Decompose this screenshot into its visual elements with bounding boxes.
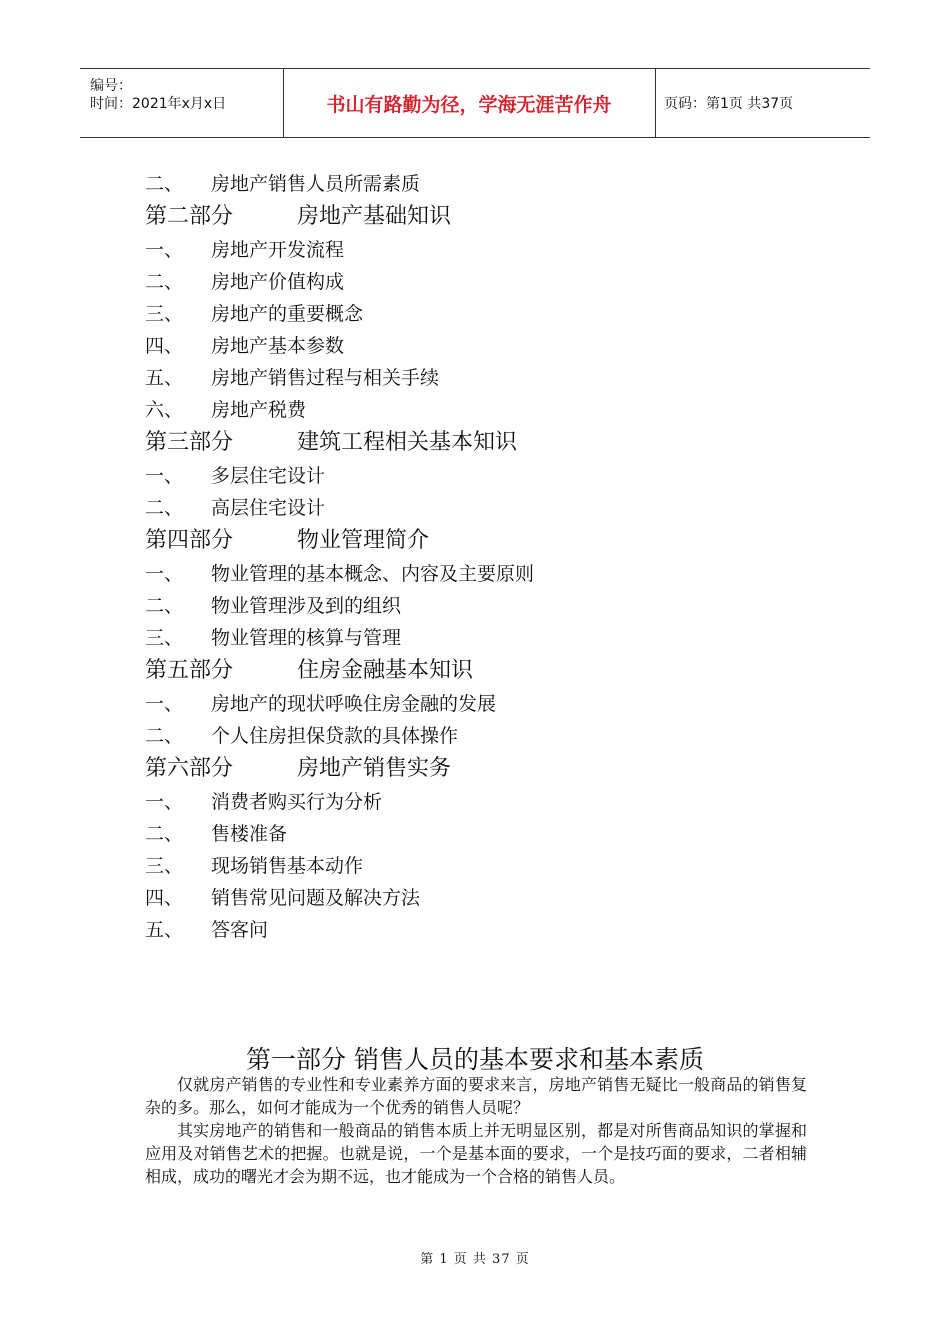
toc-item — [145, 492, 845, 524]
toc-part-heading — [145, 752, 845, 786]
header-motto: 书山有路勤为径，学海无涯苦作舟 — [283, 69, 656, 137]
section-paragraph-1: 仅就房产销售的专业性和专业素养方面的要求来言，房地产销售无疑比一般商品的销售复杂的多。那么，如何才能成为一个优秀的销售人员呢？ — [145, 1075, 807, 1117]
toc-item — [145, 688, 845, 720]
toc-number: 六、 — [145, 399, 184, 421]
header-page-info: 页码：第1页 共37页 — [664, 96, 794, 112]
toc-number: 四、 — [145, 335, 184, 357]
toc-number: 二、 — [145, 595, 184, 617]
toc-text: 现场销售基本动作 — [211, 855, 364, 877]
toc-part-heading — [145, 426, 845, 460]
toc-number: 第四部分 — [145, 528, 234, 553]
toc-item — [145, 882, 845, 914]
toc-text: 多层住宅设计 — [211, 465, 326, 487]
toc-item — [145, 914, 845, 946]
toc-number: 一、 — [145, 563, 184, 585]
toc-number: 三、 — [145, 855, 184, 877]
toc-item — [145, 168, 845, 200]
toc-number: 二、 — [145, 823, 184, 845]
toc-item — [145, 394, 845, 426]
toc-item — [145, 460, 845, 492]
toc-number: 一、 — [145, 239, 184, 261]
toc-number: 一、 — [145, 791, 184, 813]
toc-number: 二、 — [145, 497, 184, 519]
toc-item — [145, 818, 845, 850]
toc-text: 售楼准备 — [211, 823, 288, 845]
toc-number: 第五部分 — [145, 658, 234, 683]
toc-text: 房地产基本参数 — [211, 335, 345, 357]
toc-number: 三、 — [145, 303, 184, 325]
toc-number: 一、 — [145, 465, 184, 487]
toc-number: 二、 — [145, 173, 184, 195]
toc-item — [145, 720, 845, 752]
toc-text: 房地产销售实务 — [297, 756, 452, 781]
section-paragraph-2: 其实房地产的销售和一般商品的销售本质上并无明显区别，都是对所售商品知识的掌握和应用及对销售艺术的把握。也就是说，一个是基本面的要求，一个是技巧面的要求，二者相辅相成，成功的曙光才会为期不远，也才能成为一个合格的销售人员。 — [145, 1121, 807, 1186]
toc-item — [145, 558, 845, 590]
table-of-contents — [145, 168, 845, 946]
toc-text: 房地产的现状呼唤住房金融的发展 — [211, 693, 497, 715]
page-footer: 第 1 页 共 37 页 — [420, 1252, 530, 1267]
toc-text: 建筑工程相关基本知识 — [297, 430, 518, 455]
toc-item — [145, 590, 845, 622]
toc-number: 第六部分 — [145, 756, 234, 781]
toc-number: 第三部分 — [145, 430, 234, 455]
toc-text: 房地产基础知识 — [297, 204, 452, 229]
toc-part-heading — [145, 654, 845, 688]
header-meta-cell — [80, 69, 284, 137]
toc-number: 四、 — [145, 887, 184, 909]
toc-text: 房地产开发流程 — [211, 239, 345, 261]
toc-text: 高层住宅设计 — [211, 497, 326, 519]
toc-number: 五、 — [145, 919, 184, 941]
toc-number: 三、 — [145, 627, 184, 649]
toc-item — [145, 330, 845, 362]
toc-item — [145, 362, 845, 394]
toc-text: 住房金融基本知识 — [297, 658, 474, 683]
toc-part-heading — [145, 200, 845, 234]
toc-item — [145, 234, 845, 266]
toc-text: 房地产的重要概念 — [211, 303, 364, 325]
toc-number: 二、 — [145, 271, 184, 293]
toc-text: 物业管理的核算与管理 — [211, 627, 402, 649]
toc-text: 消费者购买行为分析 — [211, 791, 383, 813]
toc-text: 销售常见问题及解决方法 — [211, 887, 421, 909]
toc-text: 物业管理的基本概念、内容及主要原则 — [211, 563, 535, 585]
toc-item — [145, 266, 845, 298]
toc-text: 房地产销售过程与相关手续 — [211, 367, 440, 389]
toc-text: 个人住房担保贷款的具体操作 — [211, 725, 459, 747]
toc-text: 答客问 — [211, 919, 269, 941]
toc-item — [145, 622, 845, 654]
toc-item — [145, 298, 845, 330]
toc-text: 物业管理简介 — [297, 528, 430, 553]
toc-number: 第二部分 — [145, 204, 234, 229]
toc-text: 房地产价值构成 — [211, 271, 345, 293]
toc-number: 二、 — [145, 725, 184, 747]
toc-text: 房地产税费 — [211, 399, 307, 421]
toc-item — [145, 850, 845, 882]
toc-item — [145, 786, 845, 818]
document-date-label: 时间：2021年x月x日 — [90, 96, 227, 112]
toc-number: 五、 — [145, 367, 184, 389]
page-header — [80, 68, 870, 138]
toc-part-heading — [145, 524, 845, 558]
toc-text: 物业管理涉及到的组织 — [211, 595, 402, 617]
toc-text: 房地产销售人员所需素质 — [211, 173, 421, 195]
section-title: 第一部分 销售人员的基本要求和基本素质 — [246, 1045, 704, 1074]
document-code-label: 编号： — [90, 78, 132, 94]
toc-number: 一、 — [145, 693, 184, 715]
